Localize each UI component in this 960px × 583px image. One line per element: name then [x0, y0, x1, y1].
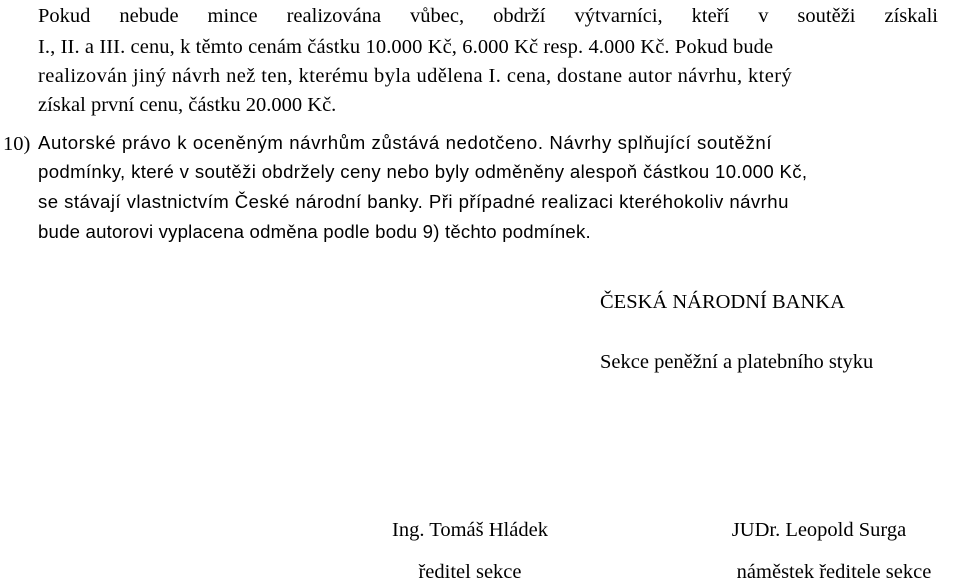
word: získali	[884, 5, 938, 27]
item10-line-3: se stávají vlastnictvím České národní banky. Při případné realizaci kteréhokoliv návrhu	[38, 191, 789, 212]
signatory-role: ředitel sekce	[418, 560, 522, 583]
word: vůbec,	[410, 5, 465, 27]
signatory-role: náměstek ředitele sekce	[736, 560, 932, 583]
word: v	[758, 5, 769, 27]
paragraph-prev-line-3: realizován jiný návrh než ten, kterému byla udělena I. cena, dostane autor návrhu, který	[38, 65, 793, 87]
item-number: 10)	[3, 133, 31, 155]
word: kteří	[691, 5, 730, 27]
word: výtvarníci,	[574, 5, 663, 27]
word: mince	[207, 5, 258, 27]
issuer-section: Sekce peněžní a platebního styku	[600, 351, 874, 373]
word: obdrží	[493, 5, 546, 27]
word: realizována	[286, 5, 382, 27]
paragraph-prev-line-4: získal první cenu, částku 20.000 Kč.	[38, 94, 337, 116]
paragraph-prev-line-1	[38, 6, 938, 27]
item10-line-1: Autorské právo k oceněným návrhům zůstává nedotčeno. Návrhy splňující soutěžní	[38, 132, 773, 153]
signatory-name: JUDr. Leopold Surga	[731, 519, 907, 541]
issuer-name: ČESKÁ NÁRODNÍ BANKA	[600, 291, 845, 313]
signatory-2	[700, 520, 960, 582]
word: nebude	[119, 5, 179, 27]
item10-line-4: bude autorovi vyplacena odměna podle bodu 9) těchto podmínek.	[38, 221, 591, 242]
word: soutěži	[797, 5, 856, 27]
signatory-1	[370, 520, 570, 582]
word: Pokud	[38, 5, 91, 27]
signatory-name: Ing. Tomáš Hládek	[392, 519, 548, 541]
paragraph-prev-line-2: I., II. a III. cenu, k těmto cenám částku 10.000 Kč, 6.000 Kč resp. 4.000 Kč. Pokud bude	[38, 36, 774, 58]
item10-line-2: podmínky, které v soutěži obdržely ceny nebo byly odměněny alespoň částkou 10.000 Kč,	[38, 161, 808, 182]
